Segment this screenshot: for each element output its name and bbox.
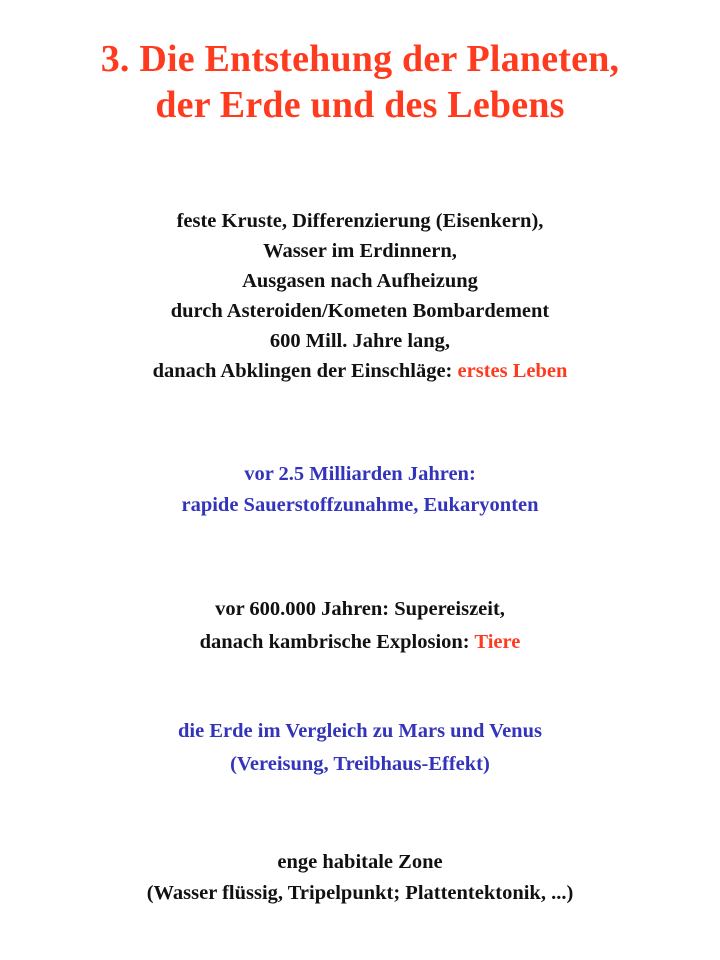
early-earth-line-5: 600 Mill. Jahre lang, (269, 330, 451, 352)
first-life-highlight: erstes Leben (457, 360, 568, 382)
title-line-1: 3. Die Entstehung der Planeten, (100, 38, 620, 80)
title-line-2: der Erde und des Lebens (155, 84, 565, 126)
oxygen-paragraph (0, 459, 720, 521)
early-earth-line-6-text: danach Abklingen der Einschläge: (152, 360, 458, 382)
animals-highlight: Tiere (474, 631, 521, 653)
early-earth-line-1: feste Kruste, Differenzierung (Eisenkern), (176, 210, 544, 232)
oxygen-line-2: rapide Sauerstoffzunahme, Eukaryonten (181, 494, 539, 516)
cambrian-line-2 (0, 626, 720, 659)
cambrian-paragraph (0, 593, 720, 659)
habitable-zone-line-2: (Wasser flüssig, Tripelpunkt; Plattentektonik, ...) (146, 882, 574, 904)
habitable-zone-paragraph (0, 847, 720, 909)
early-earth-line-3: Ausgasen nach Aufheizung (242, 270, 478, 292)
comparison-line-1: die Erde im Vergleich zu Mars und Venus (178, 720, 542, 742)
early-earth-paragraph (0, 206, 720, 386)
habitable-zone-line-1: enge habitale Zone (277, 851, 443, 873)
oxygen-line-1: vor 2.5 Milliarden Jahren: (244, 463, 476, 485)
cambrian-line-1: vor 600.000 Jahren: Supereiszeit, (215, 598, 505, 620)
early-earth-line-2: Wasser im Erdinnern, (263, 240, 457, 262)
page-title (0, 36, 720, 128)
comparison-line-2: (Vereisung, Treibhaus-Effekt) (230, 753, 490, 775)
early-earth-line-6 (0, 356, 720, 386)
comparison-paragraph (0, 715, 720, 781)
cambrian-line-2-text: danach kambrische Explosion: (199, 631, 475, 653)
early-earth-line-4: durch Asteroiden/Kometen Bombardement (170, 300, 550, 322)
